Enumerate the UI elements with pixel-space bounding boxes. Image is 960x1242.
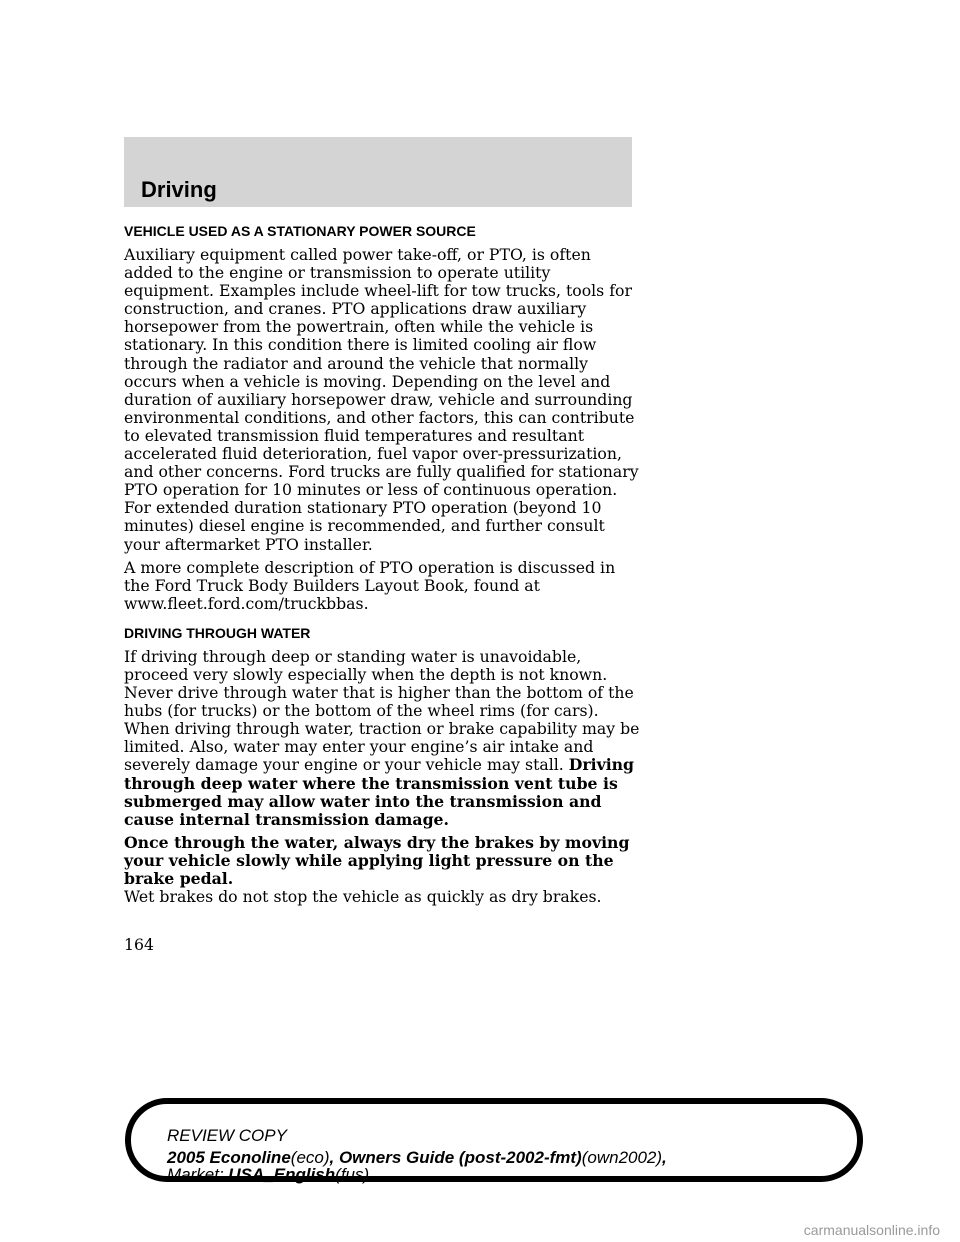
paragraph-water-1 <box>124 648 644 829</box>
paragraph-pto: Auxiliary equipment called power take-off, or PTO, is often added to the engine or transmission to operate utility equipment. Examples include wheel-lift for tow trucks, tools for construction, and cranes. PTO applications draw auxiliary horsepower from the powertrain, often while the vehicle is stationary. In this condition there is limited cooling air flow through the radiator and around the vehicle that normally occurs when a vehicle is moving. Depending on the level and duration of auxiliary horsepower draw, vehicle and surrounding environmental conditions, and other factors, this can contribute to elevated transmission fluid temperatures and resultant accelerated fluid deterioration, fuel vapor over-pressurization, and other concerns. Ford trucks are fully qualified for stationary PTO operation for 10 minutes or less of continuous operation. For extended duration stationary PTO operation (beyond 10 minutes) diesel engine is recommended, and further consult your aftermarket PTO installer. <box>124 245 639 554</box>
page-number: 164 <box>124 935 154 954</box>
guide-code: (own2002) <box>581 1148 663 1167</box>
brake-warning: Once through the water, always dry the brakes by moving your vehicle slowly while applying light pressure on the brake pedal. <box>124 832 630 888</box>
heading-driving-through-water: DRIVING THROUGH WATER <box>124 624 311 641</box>
heading-stationary-power: VEHICLE USED AS A STATIONARY POWER SOURCE <box>124 223 476 239</box>
section-header-band <box>124 137 632 207</box>
model-name: 2005 Econoline <box>167 1148 291 1167</box>
paragraph-pto-reference: A more complete description of PTO operation is discussed in the Ford Truck Body Builders Layout Book, found at www.fleet.ford.com/truckbbas. <box>124 557 616 613</box>
review-line-1: REVIEW COPY <box>167 1126 287 1145</box>
market-value: USA_English <box>228 1165 336 1184</box>
market-code: (fus) <box>335 1165 370 1184</box>
page-content <box>124 222 644 911</box>
water-warning: Driving through deep water where the transmission vent tube is submerged may allow water into the transmission and cause internal transmission damage. <box>124 755 635 829</box>
guide-name: , Owners Guide (post-2002-fmt) <box>329 1148 582 1167</box>
review-copy-box <box>125 1098 863 1182</box>
section-title: Driving <box>141 177 217 202</box>
water-text: If driving through deep or standing water is unavoidable, proceed very slowly especially when the depth is not known. Never drive through water that is higher than the bottom of the hubs (for trucks) or the bottom of the wheel rims (for cars). When driving through water, traction or brake capability may be limited. Also, water may enter your engine’s air intake and severely damage your engine or your vehicle may stall. <box>124 646 640 775</box>
model-code: (eco) <box>290 1148 330 1167</box>
watermark: carmanualsonline.info <box>803 1222 940 1238</box>
paragraph-water-2 <box>124 834 644 906</box>
market-label: Market: <box>167 1165 229 1184</box>
brake-note: Wet brakes do not stop the vehicle as quickly as dry brakes. <box>124 887 602 907</box>
separator: , <box>662 1148 667 1167</box>
review-line-3 <box>167 1166 369 1184</box>
